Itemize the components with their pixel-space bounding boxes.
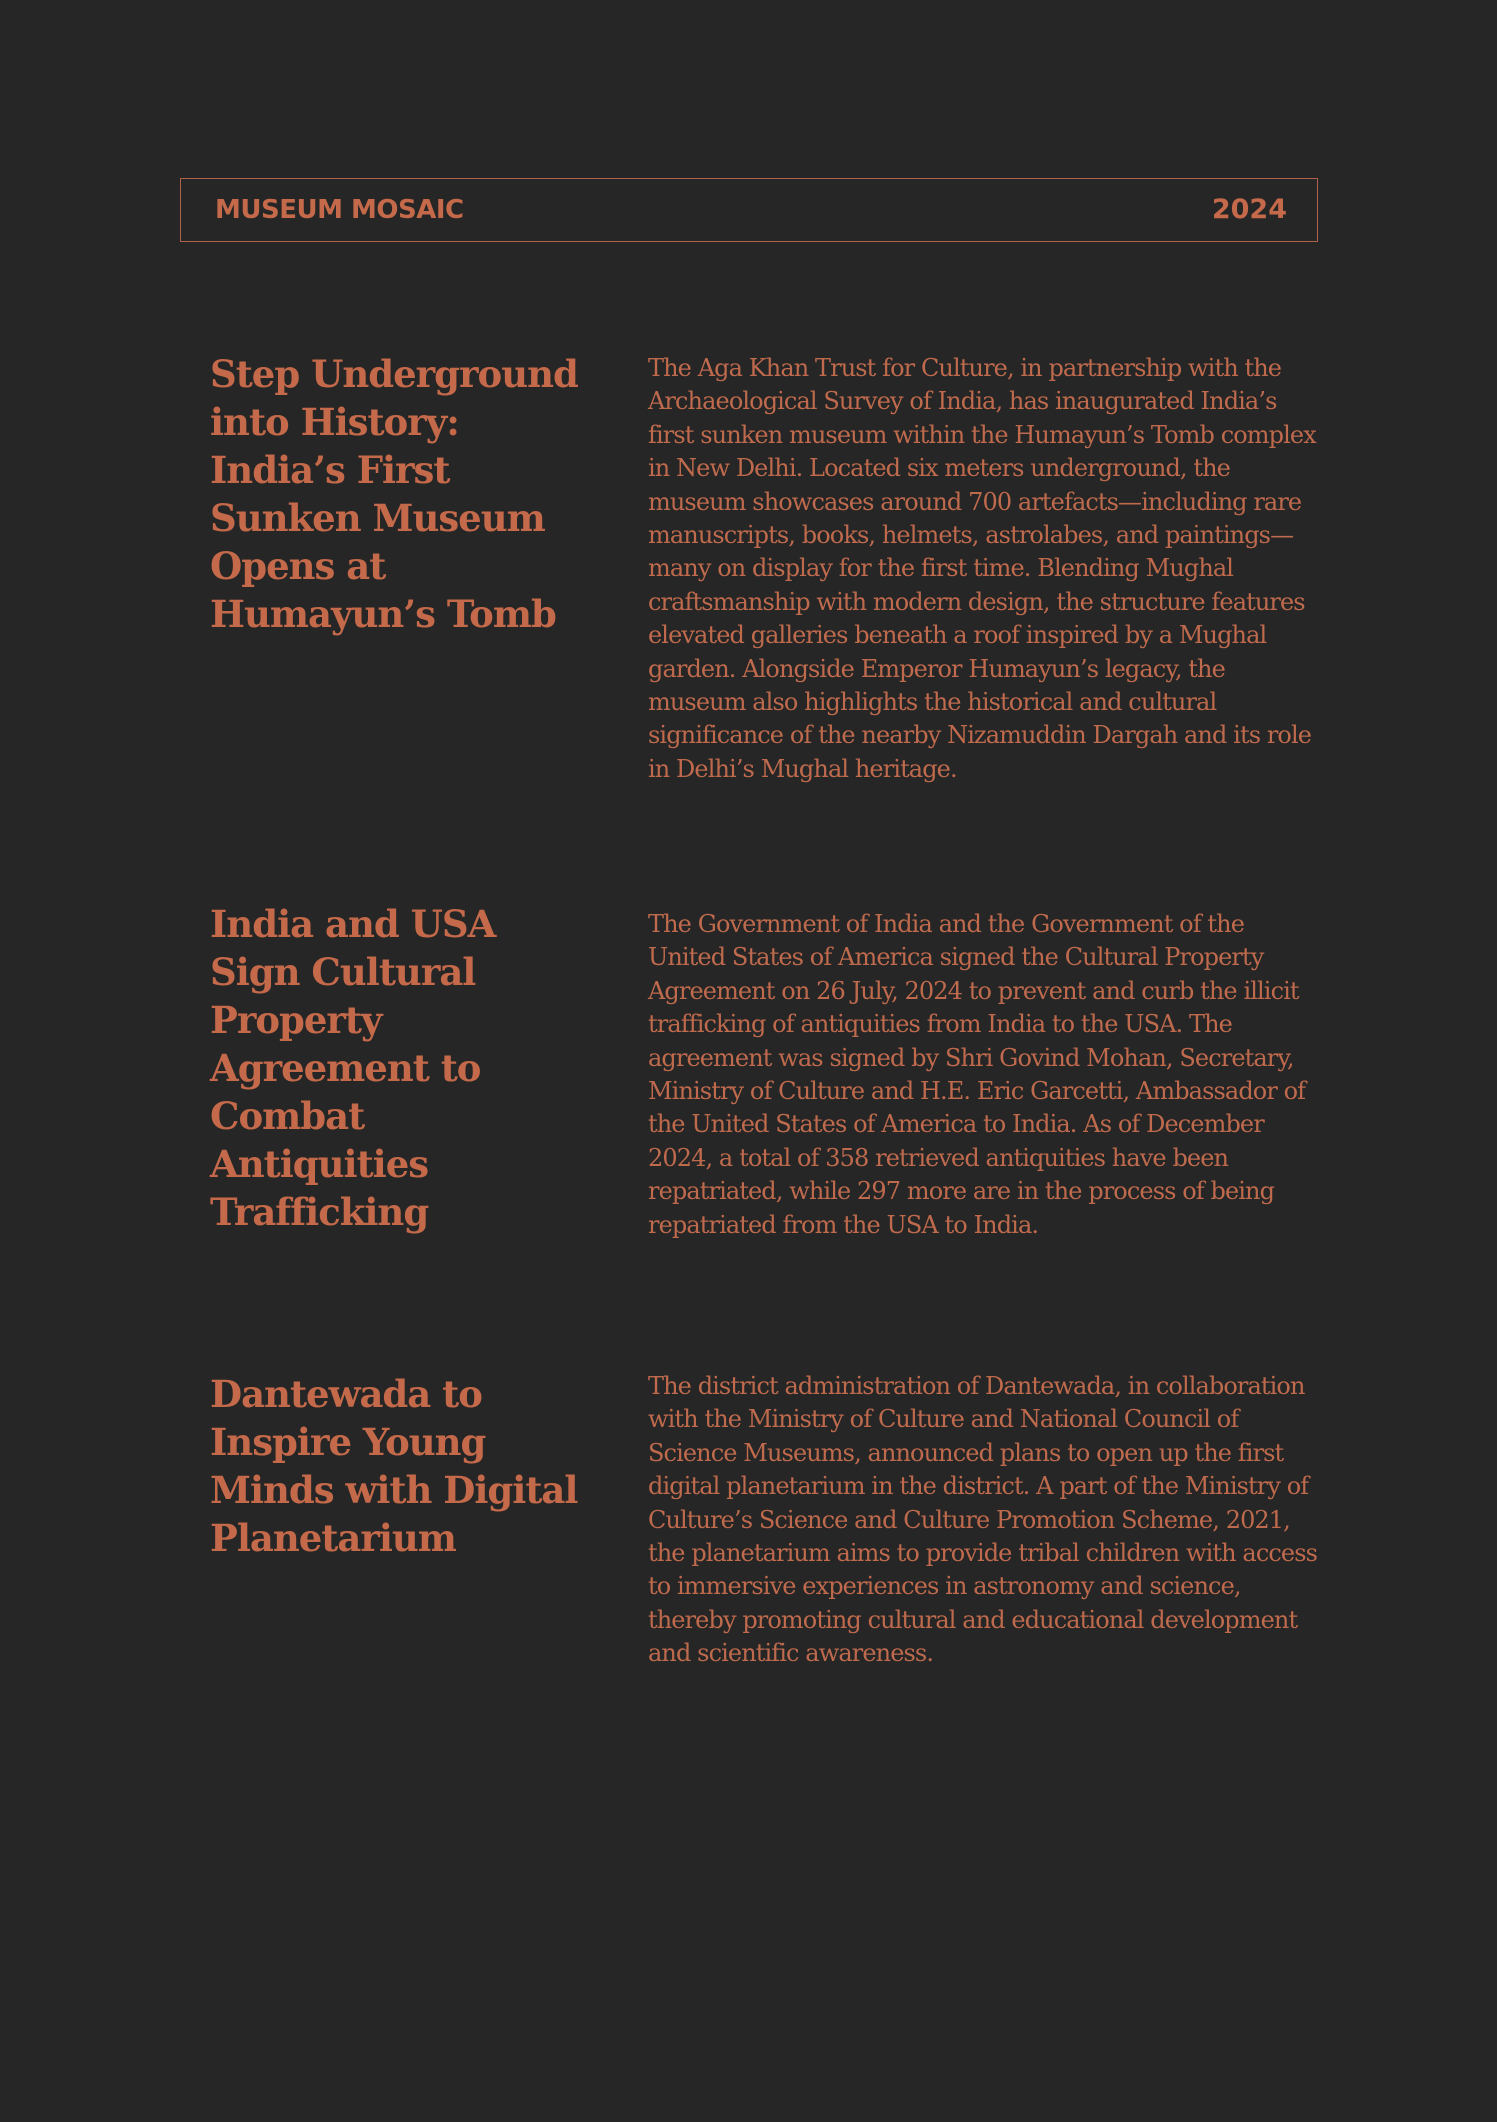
article-title: Step Underground into History: India’s First Sunken Museum Opens at Humayun’s Tomb xyxy=(210,352,578,636)
article-body: The Aga Khan Trust for Culture, in partnership with the Archaeological Survey of India, has inaugurated India’s first sunken museum within the Humayun’s Tomb complex in New Delhi. Located six meters underground, the museum showcases around 700 artefacts—including rare manuscripts, books, helmets, astrolabes, and paintings—many on display for the first time. Blending Mughal craftsmanship with modern design, the structure features elevated galleries beneath a roof inspired by a Mughal garden. Alongside Emperor Humayun’s legacy, the museum also highlights the historical and cultural significance of the nearby Nizamuddin Dargah and its role in Delhi’s Mughal heritage. xyxy=(648,354,1316,783)
article-title: India and USA Sign Cultural Property Agreement to Combat Antiquities Trafficking xyxy=(210,902,496,1234)
masthead xyxy=(180,178,1318,242)
article-title: Dantewada to Inspire Young Minds with Digital Planetarium xyxy=(210,1372,578,1560)
publication-title: MUSEUM MOSAIC xyxy=(215,195,464,225)
publication-year: 2024 xyxy=(1211,194,1287,225)
article-body: The Government of India and the Government of the United States of America signed the Cultural Property Agreement on 26 July, 2024 to prevent and curb the illicit trafficking of antiquities from India to the USA. The agreement was signed by Shri Govind Mohan, Secretary, Ministry of Culture and H.E. Eric Garcetti, Ambassador of the United States of America to India. As of December 2024, a total of 358 retrieved antiquities have been repatriated, while 297 more are in the process of being repatriated from the USA to India. xyxy=(648,910,1306,1239)
article-body: The district administration of Dantewada, in collaboration with the Ministry of Culture and National Council of Science Museums, announced plans to open up the first digital planetarium in the district. A part of the Ministry of Culture’s Science and Culture Promotion Scheme, 2021, the planetarium aims to provide tribal children with access to immersive experiences in astronomy and science, thereby promoting cultural and educational development and scientific awareness. xyxy=(648,1372,1318,1668)
